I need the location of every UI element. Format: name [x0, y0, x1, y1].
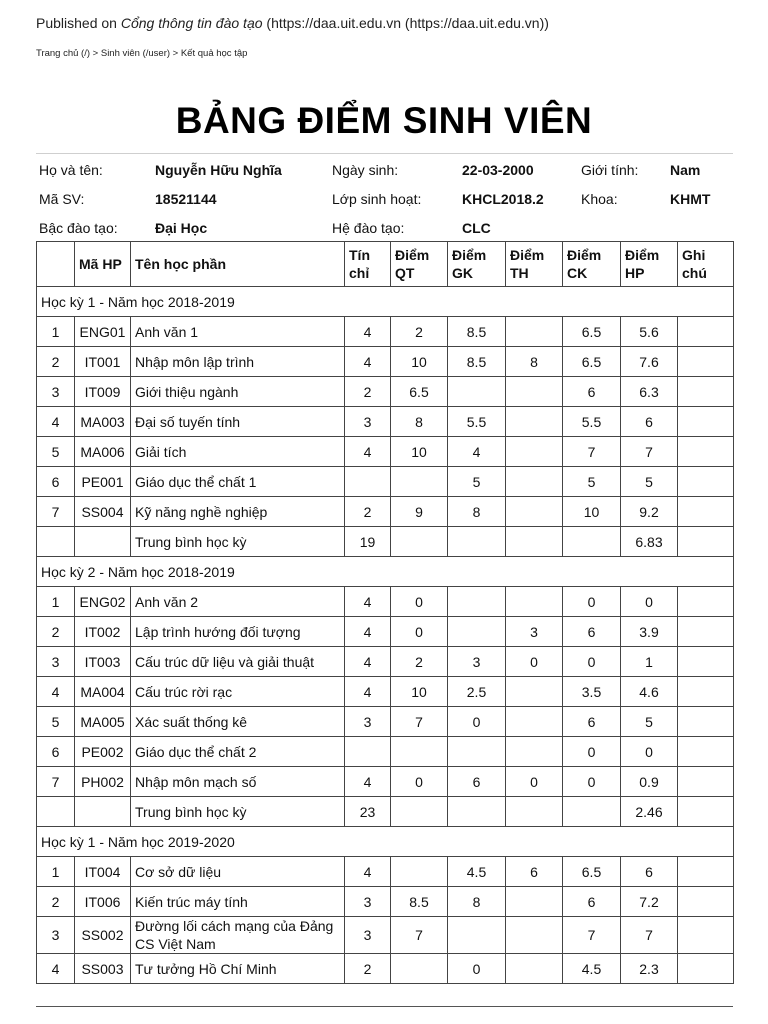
col-header-course-code: Mã HP: [75, 242, 131, 287]
table-row: [37, 737, 734, 767]
cell-course-name: Kiến trúc máy tính: [131, 887, 345, 917]
cell-practice-score: 3: [506, 617, 563, 647]
cell-process-score: 2: [391, 647, 448, 677]
full-name-value: Nguyễn Hữu Nghĩa: [155, 162, 282, 178]
table-row: [37, 767, 734, 797]
cell-course-code: ENG01: [75, 317, 131, 347]
cell-credits: 4: [345, 767, 391, 797]
empty-cell: [391, 527, 448, 557]
cell-process-score: 9: [391, 497, 448, 527]
col-header-index: [37, 242, 75, 287]
empty-cell: [563, 797, 621, 827]
cell-course-score: 0: [621, 587, 678, 617]
empty-cell: [75, 527, 131, 557]
cell-midterm-score: 8.5: [448, 347, 506, 377]
cell-course-code: PH002: [75, 767, 131, 797]
cell-final-score: 6: [563, 377, 621, 407]
cell-index: 7: [37, 497, 75, 527]
birth-date-label: Ngày sinh:: [332, 162, 399, 178]
cell-practice-score: [506, 737, 563, 767]
cell-course-name: Giáo dục thể chất 2: [131, 737, 345, 767]
cell-course-code: IT001: [75, 347, 131, 377]
cell-credits: [345, 467, 391, 497]
cell-course-score: 6: [621, 407, 678, 437]
empty-cell: [448, 527, 506, 557]
cell-final-score: 6: [563, 617, 621, 647]
cell-course-score: 7.2: [621, 887, 678, 917]
cell-midterm-score: 3: [448, 647, 506, 677]
cell-final-score: 3.5: [563, 677, 621, 707]
grades-table: [36, 241, 734, 984]
semester-average-row: [37, 797, 734, 827]
cell-notes: [678, 954, 734, 984]
cell-course-score: 5.6: [621, 317, 678, 347]
cell-index: 1: [37, 587, 75, 617]
cell-course-score: 5: [621, 707, 678, 737]
semester-title: Học kỳ 1 - Năm học 2019-2020: [37, 827, 734, 857]
cell-practice-score: [506, 677, 563, 707]
table-row: [37, 647, 734, 677]
cell-process-score: 0: [391, 587, 448, 617]
cell-process-score: 6.5: [391, 377, 448, 407]
cell-course-score: 5: [621, 467, 678, 497]
cell-final-score: 10: [563, 497, 621, 527]
cell-process-score: 0: [391, 617, 448, 647]
semester-gpa: 2.46: [621, 797, 678, 827]
cell-credits: 4: [345, 317, 391, 347]
cell-index: 5: [37, 707, 75, 737]
class-label: Lớp sinh hoạt:: [332, 191, 422, 207]
cell-course-code: IT009: [75, 377, 131, 407]
gender-label: Giới tính:: [581, 162, 639, 178]
col-header-process-score: Điểm QT: [391, 242, 448, 287]
table-row: [37, 917, 734, 954]
cell-course-code: IT002: [75, 617, 131, 647]
cell-course-score: 3.9: [621, 617, 678, 647]
col-header-final-score: Điểm CK: [563, 242, 621, 287]
cell-course-name: Cấu trúc rời rạc: [131, 677, 345, 707]
cell-practice-score: 0: [506, 647, 563, 677]
cell-credits: 2: [345, 377, 391, 407]
footer-divider: [36, 1006, 733, 1007]
semester-total-credits: 19: [345, 527, 391, 557]
cell-final-score: 6.5: [563, 857, 621, 887]
header-row: [37, 242, 734, 287]
empty-cell: [506, 527, 563, 557]
cell-course-code: SS004: [75, 497, 131, 527]
table-row: [37, 437, 734, 467]
cell-process-score: [391, 467, 448, 497]
cell-notes: [678, 617, 734, 647]
cell-index: 2: [37, 617, 75, 647]
cell-midterm-score: [448, 587, 506, 617]
info-row: [36, 185, 733, 214]
cell-course-code: SS003: [75, 954, 131, 984]
cell-credits: 4: [345, 617, 391, 647]
birth-date-value: 22-03-2000: [462, 162, 534, 178]
cell-credits: 3: [345, 407, 391, 437]
cell-final-score: 0: [563, 587, 621, 617]
cell-index: 5: [37, 437, 75, 467]
cell-course-name: Đại số tuyến tính: [131, 407, 345, 437]
semester-title: Học kỳ 1 - Năm học 2018-2019: [37, 287, 734, 317]
cell-final-score: 6: [563, 707, 621, 737]
cell-midterm-score: 2.5: [448, 677, 506, 707]
published-site-name: Cổng thông tin đào tạo: [120, 15, 263, 31]
faculty-label: Khoa:: [581, 191, 618, 207]
semester-average-label: Trung bình học kỳ: [131, 527, 345, 557]
cell-course-code: IT003: [75, 647, 131, 677]
cell-course-code: MA003: [75, 407, 131, 437]
table-row: [37, 887, 734, 917]
col-header-midterm-score: Điểm GK: [448, 242, 506, 287]
cell-course-score: 4.6: [621, 677, 678, 707]
cell-final-score: 0: [563, 647, 621, 677]
cell-course-score: 0.9: [621, 767, 678, 797]
cell-notes: [678, 917, 734, 954]
cell-credits: 4: [345, 587, 391, 617]
cell-practice-score: [506, 954, 563, 984]
cell-midterm-score: 8.5: [448, 317, 506, 347]
table-row: [37, 497, 734, 527]
cell-course-score: 6: [621, 857, 678, 887]
cell-course-code: ENG02: [75, 587, 131, 617]
cell-course-name: Đường lối cách mạng của Đảng CS Việt Nam: [131, 917, 345, 954]
cell-course-name: Giới thiệu ngành: [131, 377, 345, 407]
col-header-course-name: Tên học phần: [131, 242, 345, 287]
table-row: [37, 587, 734, 617]
cell-credits: 4: [345, 677, 391, 707]
cell-notes: [678, 647, 734, 677]
cell-index: 6: [37, 467, 75, 497]
cell-midterm-score: 4.5: [448, 857, 506, 887]
table-row: [37, 617, 734, 647]
table-row: [37, 347, 734, 377]
empty-cell: [678, 797, 734, 827]
cell-index: 3: [37, 917, 75, 954]
empty-cell: [75, 797, 131, 827]
cell-index: 3: [37, 377, 75, 407]
empty-cell: [678, 527, 734, 557]
cell-credits: 4: [345, 647, 391, 677]
cell-final-score: 7: [563, 917, 621, 954]
cell-midterm-score: [448, 917, 506, 954]
published-prefix: Published on: [36, 15, 121, 31]
cell-notes: [678, 497, 734, 527]
cell-notes: [678, 467, 734, 497]
cell-credits: 4: [345, 437, 391, 467]
cell-course-code: SS002: [75, 917, 131, 954]
cell-midterm-score: 0: [448, 954, 506, 984]
cell-notes: [678, 317, 734, 347]
table-row: [37, 317, 734, 347]
cell-final-score: 6.5: [563, 347, 621, 377]
published-on-line: [36, 15, 549, 31]
cell-index: 3: [37, 647, 75, 677]
cell-practice-score: [506, 377, 563, 407]
cell-index: 4: [37, 677, 75, 707]
info-row: [36, 214, 733, 243]
cell-practice-score: 8: [506, 347, 563, 377]
full-name-label: Họ và tên:: [39, 162, 103, 178]
faculty-value: KHMT: [670, 191, 711, 207]
cell-notes: [678, 737, 734, 767]
empty-cell: [37, 797, 75, 827]
cell-final-score: 7: [563, 437, 621, 467]
cell-midterm-score: 8: [448, 887, 506, 917]
cell-notes: [678, 707, 734, 737]
cell-index: 7: [37, 767, 75, 797]
cell-process-score: [391, 954, 448, 984]
student-info: [36, 156, 733, 243]
col-header-notes: Ghi chú: [678, 242, 734, 287]
cell-final-score: 6.5: [563, 317, 621, 347]
semester-average-label: Trung bình học kỳ: [131, 797, 345, 827]
table-row: [37, 954, 734, 984]
cell-credits: 4: [345, 347, 391, 377]
cell-course-score: 7: [621, 917, 678, 954]
table-row: [37, 467, 734, 497]
cell-index: 4: [37, 407, 75, 437]
cell-process-score: 10: [391, 677, 448, 707]
cell-course-name: Anh văn 1: [131, 317, 345, 347]
semester-total-credits: 23: [345, 797, 391, 827]
header-divider: [36, 153, 733, 154]
cell-credits: 4: [345, 857, 391, 887]
cell-course-score: 7: [621, 437, 678, 467]
table-row: [37, 377, 734, 407]
cell-course-code: PE002: [75, 737, 131, 767]
grades-table-body: [37, 287, 734, 984]
cell-final-score: 4.5: [563, 954, 621, 984]
cell-midterm-score: 0: [448, 707, 506, 737]
empty-cell: [563, 527, 621, 557]
cell-course-code: MA006: [75, 437, 131, 467]
col-header-practice-score: Điểm TH: [506, 242, 563, 287]
page-title: BẢNG ĐIỂM SINH VIÊN: [175, 100, 593, 141]
empty-cell: [391, 797, 448, 827]
cell-course-code: IT006: [75, 887, 131, 917]
cell-process-score: [391, 737, 448, 767]
degree-level-label: Bậc đào tạo:: [39, 220, 118, 236]
cell-midterm-score: 8: [448, 497, 506, 527]
semester-title: Học kỳ 2 - Năm học 2018-2019: [37, 557, 734, 587]
cell-process-score: 10: [391, 347, 448, 377]
table-row: [37, 677, 734, 707]
cell-practice-score: 0: [506, 767, 563, 797]
cell-practice-score: [506, 467, 563, 497]
info-row: [36, 156, 733, 185]
cell-practice-score: [506, 317, 563, 347]
cell-final-score: 5.5: [563, 407, 621, 437]
cell-process-score: 8.5: [391, 887, 448, 917]
degree-level-value: Đại Học: [155, 220, 208, 236]
cell-midterm-score: [448, 737, 506, 767]
cell-index: 4: [37, 954, 75, 984]
cell-midterm-score: 5.5: [448, 407, 506, 437]
cell-course-name: Giáo dục thể chất 1: [131, 467, 345, 497]
cell-course-name: Tư tưởng Hồ Chí Minh: [131, 954, 345, 984]
semester-average-row: [37, 527, 734, 557]
cell-credits: 3: [345, 887, 391, 917]
cell-credits: [345, 737, 391, 767]
cell-course-code: MA005: [75, 707, 131, 737]
cell-course-name: Nhập môn lập trình: [131, 347, 345, 377]
cell-course-name: Cơ sở dữ liệu: [131, 857, 345, 887]
table-row: [37, 707, 734, 737]
published-url: (https://daa.uit.edu.vn (https://daa.uit.edu.vn)): [262, 15, 549, 31]
cell-credits: 3: [345, 707, 391, 737]
cell-practice-score: [506, 407, 563, 437]
cell-course-code: PE001: [75, 467, 131, 497]
cell-practice-score: [506, 887, 563, 917]
cell-course-name: Giải tích: [131, 437, 345, 467]
cell-index: 1: [37, 317, 75, 347]
cell-index: 1: [37, 857, 75, 887]
cell-course-score: 1: [621, 647, 678, 677]
program-type-value: CLC: [462, 220, 491, 236]
cell-notes: [678, 377, 734, 407]
cell-notes: [678, 767, 734, 797]
cell-credits: 2: [345, 954, 391, 984]
empty-cell: [37, 527, 75, 557]
cell-practice-score: 6: [506, 857, 563, 887]
semester-header-row: [37, 557, 734, 587]
cell-process-score: 10: [391, 437, 448, 467]
cell-course-name: Cấu trúc dữ liệu và giải thuật: [131, 647, 345, 677]
cell-index: 2: [37, 347, 75, 377]
class-value: KHCL2018.2: [462, 191, 544, 207]
semester-gpa: 6.83: [621, 527, 678, 557]
cell-practice-score: [506, 437, 563, 467]
cell-final-score: 0: [563, 737, 621, 767]
cell-notes: [678, 887, 734, 917]
cell-course-code: MA004: [75, 677, 131, 707]
cell-process-score: 7: [391, 707, 448, 737]
cell-process-score: 0: [391, 767, 448, 797]
col-header-course-score: Điểm HP: [621, 242, 678, 287]
program-type-label: Hệ đào tạo:: [332, 220, 405, 236]
empty-cell: [448, 797, 506, 827]
gender-value: Nam: [670, 162, 701, 178]
cell-course-code: IT004: [75, 857, 131, 887]
cell-final-score: 0: [563, 767, 621, 797]
cell-course-score: 6.3: [621, 377, 678, 407]
cell-midterm-score: 5: [448, 467, 506, 497]
cell-notes: [678, 587, 734, 617]
cell-practice-score: [506, 587, 563, 617]
cell-final-score: 6: [563, 887, 621, 917]
cell-process-score: 7: [391, 917, 448, 954]
semester-header-row: [37, 827, 734, 857]
cell-course-score: 2.3: [621, 954, 678, 984]
cell-credits: 2: [345, 497, 391, 527]
cell-process-score: [391, 857, 448, 887]
student-id-value: 18521144: [155, 191, 217, 207]
cell-course-score: 0: [621, 737, 678, 767]
cell-midterm-score: [448, 377, 506, 407]
cell-practice-score: [506, 917, 563, 954]
cell-midterm-score: [448, 617, 506, 647]
cell-notes: [678, 437, 734, 467]
cell-notes: [678, 677, 734, 707]
table-row: [37, 407, 734, 437]
col-header-credits: Tín chỉ: [345, 242, 391, 287]
breadcrumb: Trang chủ (/) > Sinh viên (/user) > Kết quả học tập: [36, 48, 248, 59]
cell-midterm-score: 6: [448, 767, 506, 797]
cell-course-score: 9.2: [621, 497, 678, 527]
cell-course-score: 7.6: [621, 347, 678, 377]
cell-course-name: Xác suất thống kê: [131, 707, 345, 737]
semester-header-row: [37, 287, 734, 317]
cell-midterm-score: 4: [448, 437, 506, 467]
cell-process-score: 8: [391, 407, 448, 437]
cell-course-name: Anh văn 2: [131, 587, 345, 617]
cell-notes: [678, 347, 734, 377]
cell-process-score: 2: [391, 317, 448, 347]
cell-course-name: Lập trình hướng đối tượng: [131, 617, 345, 647]
empty-cell: [506, 797, 563, 827]
cell-credits: 3: [345, 917, 391, 954]
cell-course-name: Nhập môn mạch số: [131, 767, 345, 797]
cell-final-score: 5: [563, 467, 621, 497]
cell-index: 2: [37, 887, 75, 917]
cell-course-name: Kỹ năng nghề nghiệp: [131, 497, 345, 527]
student-id-label: Mã SV:: [39, 191, 85, 207]
table-row: [37, 857, 734, 887]
cell-practice-score: [506, 707, 563, 737]
cell-notes: [678, 407, 734, 437]
cell-index: 6: [37, 737, 75, 767]
cell-notes: [678, 857, 734, 887]
grades-table-header: [37, 242, 734, 287]
cell-practice-score: [506, 497, 563, 527]
